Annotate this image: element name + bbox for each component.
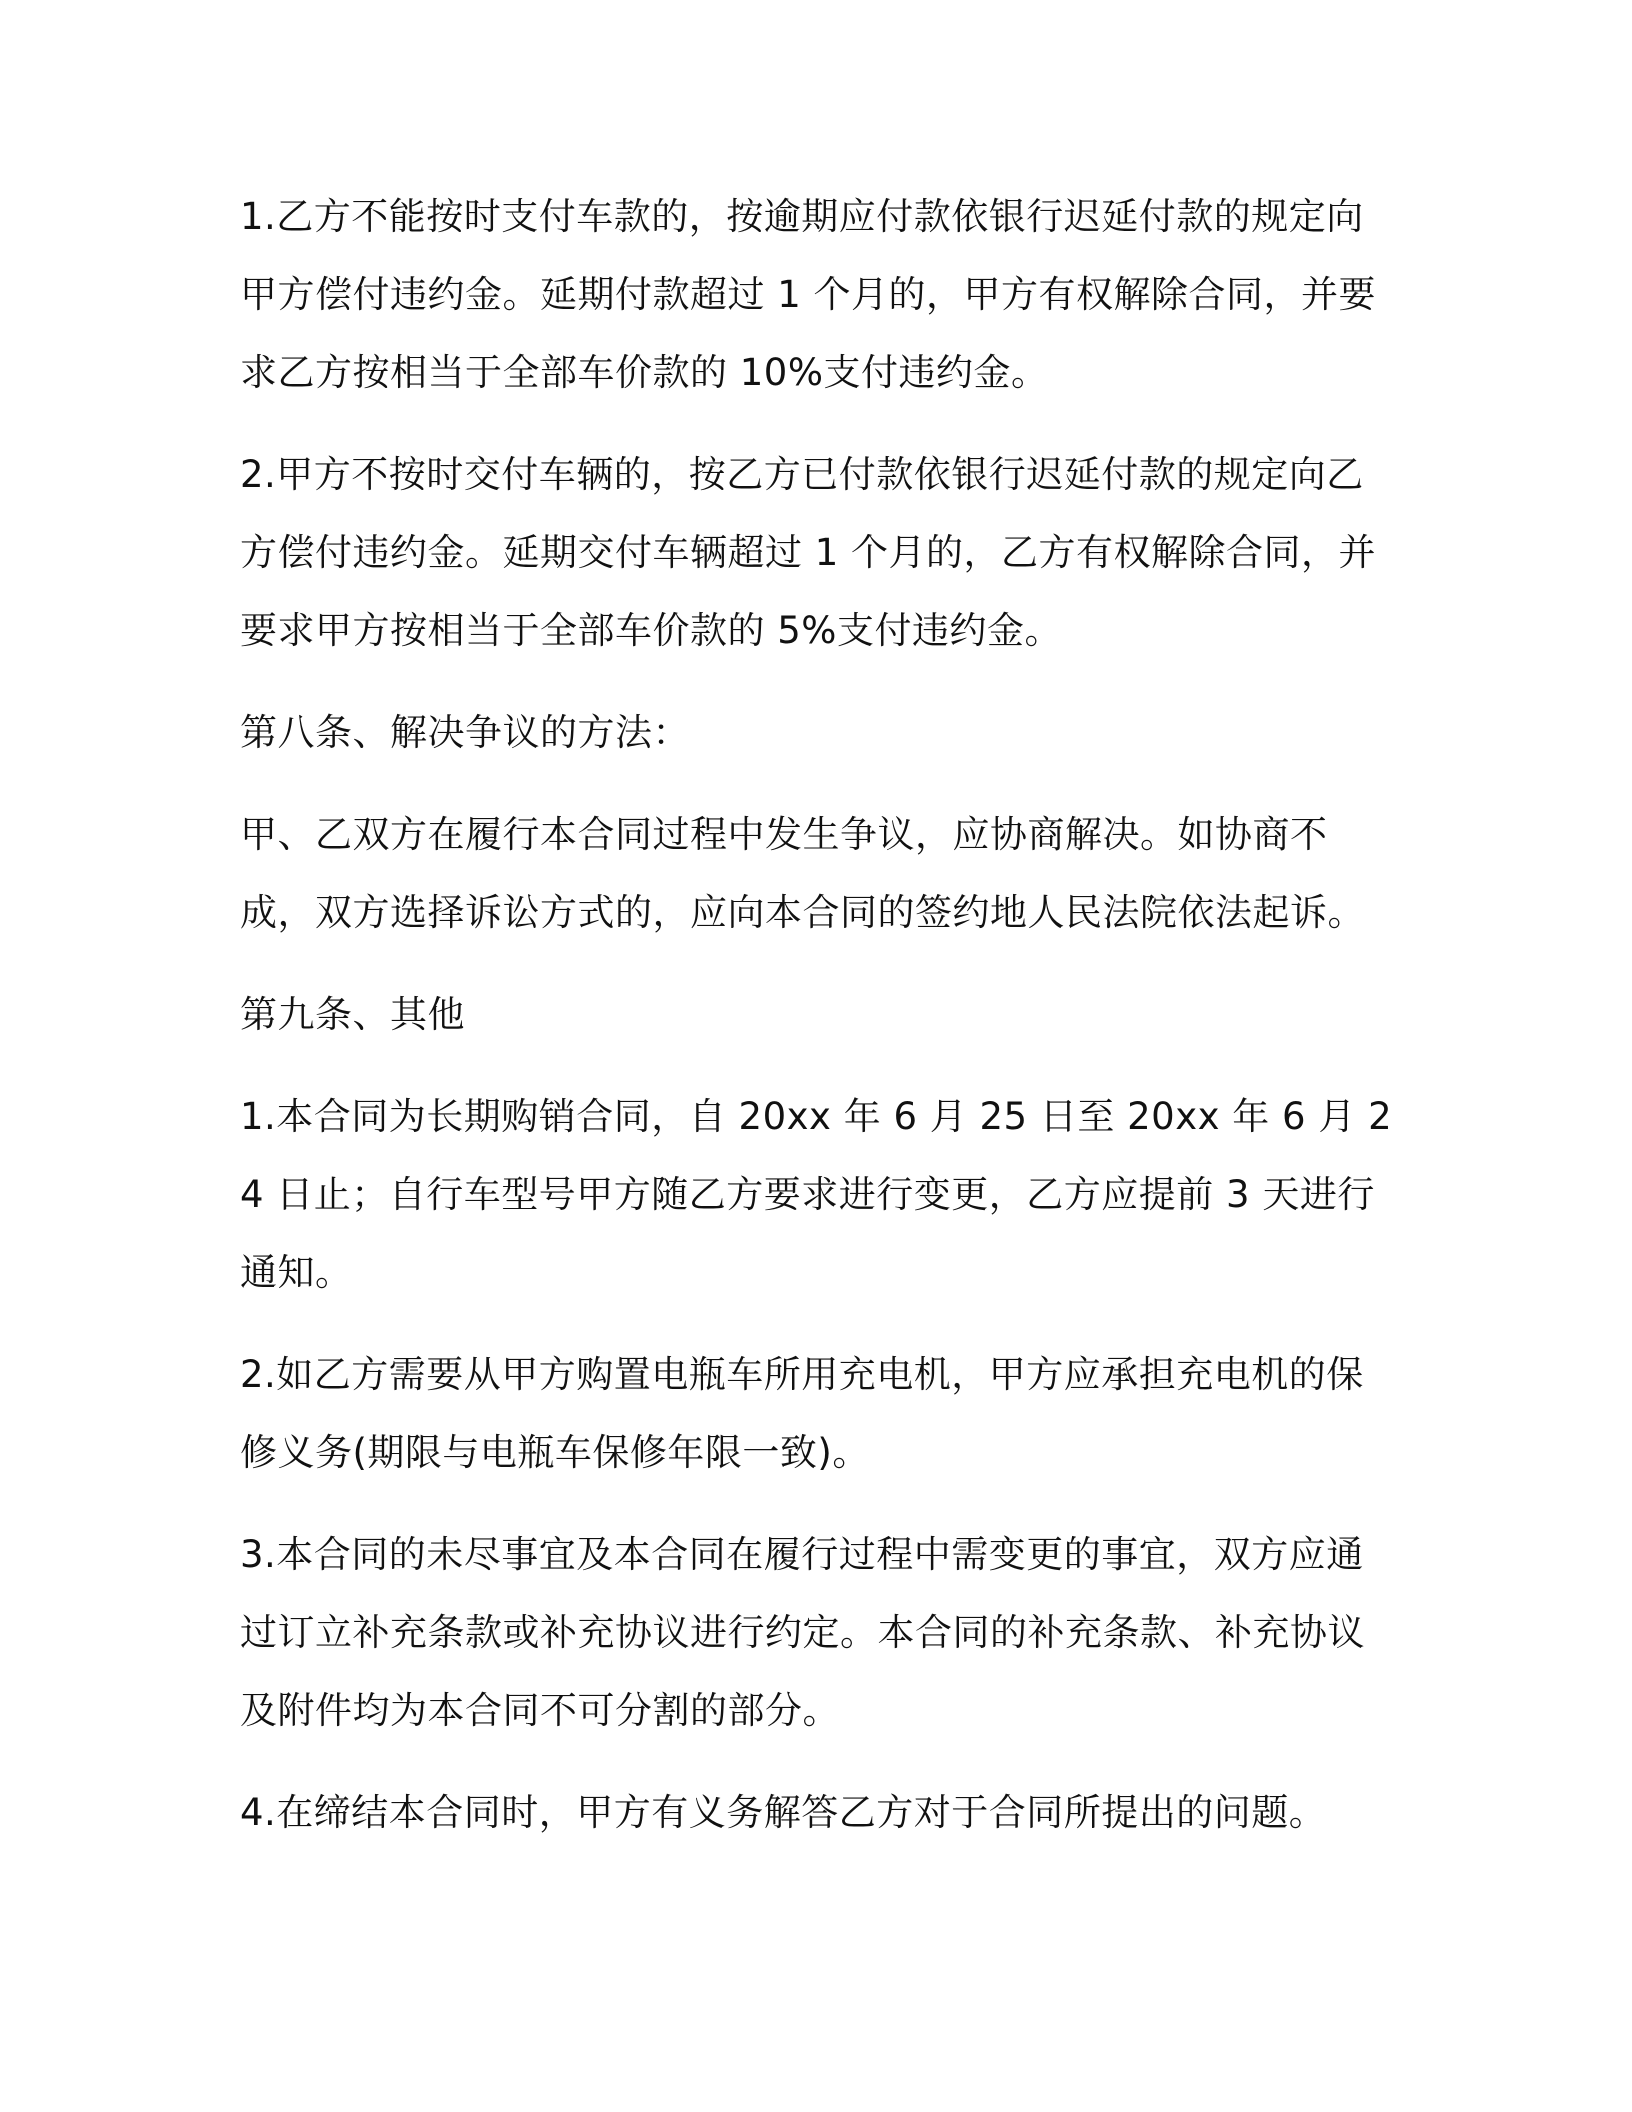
clause-breach-seller-delivery: 2.甲方不按时交付车辆的，按乙方已付款依银行迟延付款的规定向乙方偿付违约金。延期交付车辆超过 1 个月的，乙方有权解除合同，并要求甲方按相当于全部车价款的 5%支付违约金。	[240, 453, 1377, 652]
article-9-item-4: 4.在缔结本合同时，甲方有义务解答乙方对于合同所提出的问题。	[240, 1791, 1327, 1834]
article-8-heading: 第八条、解决争议的方法：	[240, 711, 690, 754]
article-9-item-2: 2.如乙方需要从甲方购置电瓶车所用充电机，甲方应承担充电机的保修义务(期限与电瓶车保修年限一致)。	[240, 1353, 1364, 1474]
document-body	[240, 178, 1400, 1876]
article-9-item-1: 1.本合同为长期购销合同，自 20xx 年 6 月 25 日至 20xx 年 6 月 24 日止；自行车型号甲方随乙方要求进行变更，乙方应提前 3 天进行通知。	[240, 1095, 1393, 1294]
article-8-text: 甲、乙双方在履行本合同过程中发生争议，应协商解决。如协商不成，双方选择诉讼方式的，应向本合同的签约地人民法院依法起诉。	[240, 813, 1365, 934]
article-9-heading: 第九条、其他	[240, 993, 465, 1036]
article-9-item-3: 3.本合同的未尽事宜及本合同在履行过程中需变更的事宜，双方应通过订立补充条款或补充协议进行约定。本合同的补充条款、补充协议及附件均为本合同不可分割的部分。	[240, 1533, 1365, 1732]
clause-breach-buyer-payment: 1.乙方不能按时支付车款的，按逾期应付款依银行迟延付款的规定向甲方偿付违约金。延期付款超过 1 个月的，甲方有权解除合同，并要求乙方按相当于全部车价款的 10%支付违约金。	[240, 195, 1377, 394]
